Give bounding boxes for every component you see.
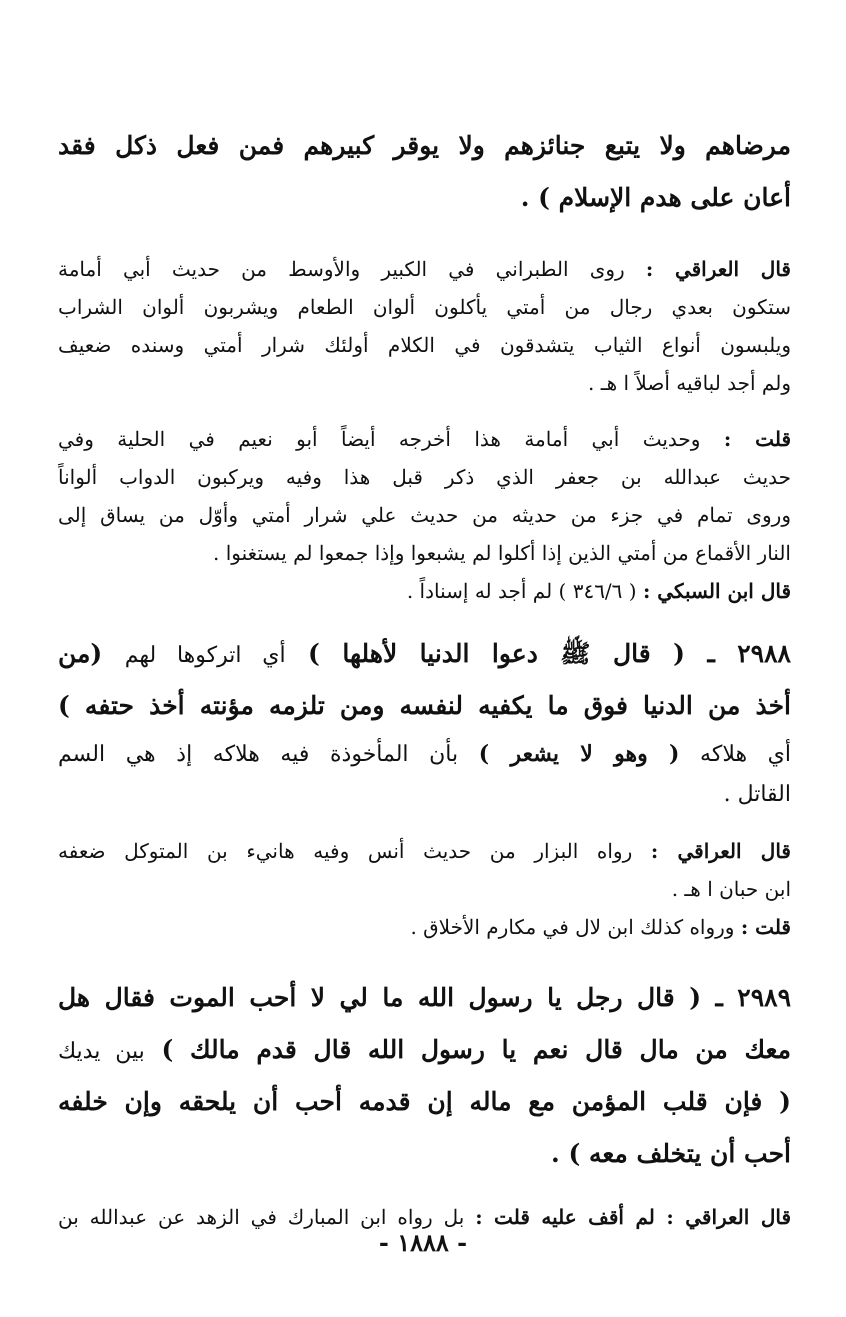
- text-line: القاتل .: [723, 782, 791, 807]
- text-line: أعان على هدم الإسلام ) .: [520, 183, 791, 212]
- speaker-label: قال العراقي :: [645, 257, 791, 281]
- commentary-iraqi-2: [58, 832, 791, 946]
- hadith-2988: [58, 628, 791, 814]
- text-line: ورواه كذلك ابن لال في مكارم الأخلاق .: [410, 915, 735, 939]
- text-line: ولم أجد لباقيه أصلاً ا هـ .: [588, 371, 791, 395]
- text-line: ( فإن قلب المؤمن مع ماله إن قدمه أحب أن يلحقه وإن خلفه: [58, 1087, 791, 1116]
- speaker-label: قلت :: [740, 915, 791, 939]
- speaker-label: قال العراقي : لم أقف عليه قلت :: [475, 1205, 791, 1229]
- commentary-iraqi: [58, 250, 791, 402]
- text-line: ٢٩٨٩ ـ ( قال رجل يا رسول الله ما لي لا أحب الموت فقال هل: [58, 983, 791, 1012]
- speaker-label: قلت :: [723, 427, 791, 451]
- text-line: مرضاهم ولا يتبع جنائزهم ولا يوقر كبيرهم فمن فعل ذكل فقد: [58, 131, 791, 160]
- text-line: رواه البزار من حديث أنس وفيه هانيء بن المتوكل ضعفه: [58, 839, 633, 863]
- text-line: ستكون بعدي رجال من أمتي يأكلون ألوان الطعام ويشربون ألوان الشراب: [58, 295, 791, 319]
- text-line: بأن المأخوذة فيه هلاكه إذ هي السم: [58, 742, 459, 767]
- text-line: ويلبسون أنواع الثياب يتشدقون في الكلام أولئك شرار أمتي وسنده ضعيف: [58, 333, 791, 357]
- hadith-2989: [58, 972, 791, 1180]
- hadith-text-normal: أي اتركوها لهم: [124, 643, 286, 668]
- hadith-continuation: [58, 120, 791, 224]
- text-line: روى الطبراني في الكبير والأوسط من حديث أبي أمامة: [58, 257, 625, 281]
- text-line: أخذ من الدنيا فوق ما يكفيه لنفسه ومن تلزمه مؤنته أخذ حتفه ): [58, 691, 791, 720]
- hadith-text-bold: معك من مال قال نعم يا رسول الله قال قدم مالك ): [161, 1035, 791, 1064]
- text-line: وحديث أبي أمامة هذا أخرجه أيضاً أبو نعيم في الحلية وفي: [58, 427, 701, 451]
- text-line: حديث عبدالله بن جعفر الذي ذكر قبل هذا وفيه ويركبون الدواب ألواناً: [58, 465, 791, 489]
- text-line: أحب أن يتخلف معه ) .: [551, 1139, 791, 1168]
- speaker-label: قال العراقي :: [650, 839, 791, 863]
- hadith-text-bold: ٢٩٨٨ ـ ( قال ﷺ دعوا الدنيا لأهلها ): [308, 639, 791, 668]
- text-line: ابن حبان ا هـ .: [671, 877, 791, 901]
- hadith-text-normal: بين يديك: [58, 1039, 145, 1064]
- text-line: النار الأقماع من أمتي الذين إذا أكلوا لم يشبعوا وإذا جمعوا لم يستغنوا .: [213, 541, 791, 565]
- commentary-qult: [58, 420, 791, 610]
- hadith-text-bold: ( وهو لا يشعر ): [478, 741, 680, 767]
- hadith-text-bold: (من: [58, 639, 103, 668]
- text-line: ( ٣٤٦/٦ ) لم أجد له إسناداً .: [406, 579, 637, 603]
- page-number: - ١٨٨٨ -: [378, 1228, 468, 1257]
- text-line: أي هلاكه: [700, 742, 791, 767]
- text-line: بل رواه ابن المبارك في الزهد عن عبدالله بن: [58, 1205, 465, 1229]
- speaker-label: قال ابن السبكي :: [642, 579, 791, 603]
- text-line: وروى تمام في جزء من حديثه من حديث علي شرار أمتي وأوّل من يساق إلى: [58, 503, 791, 527]
